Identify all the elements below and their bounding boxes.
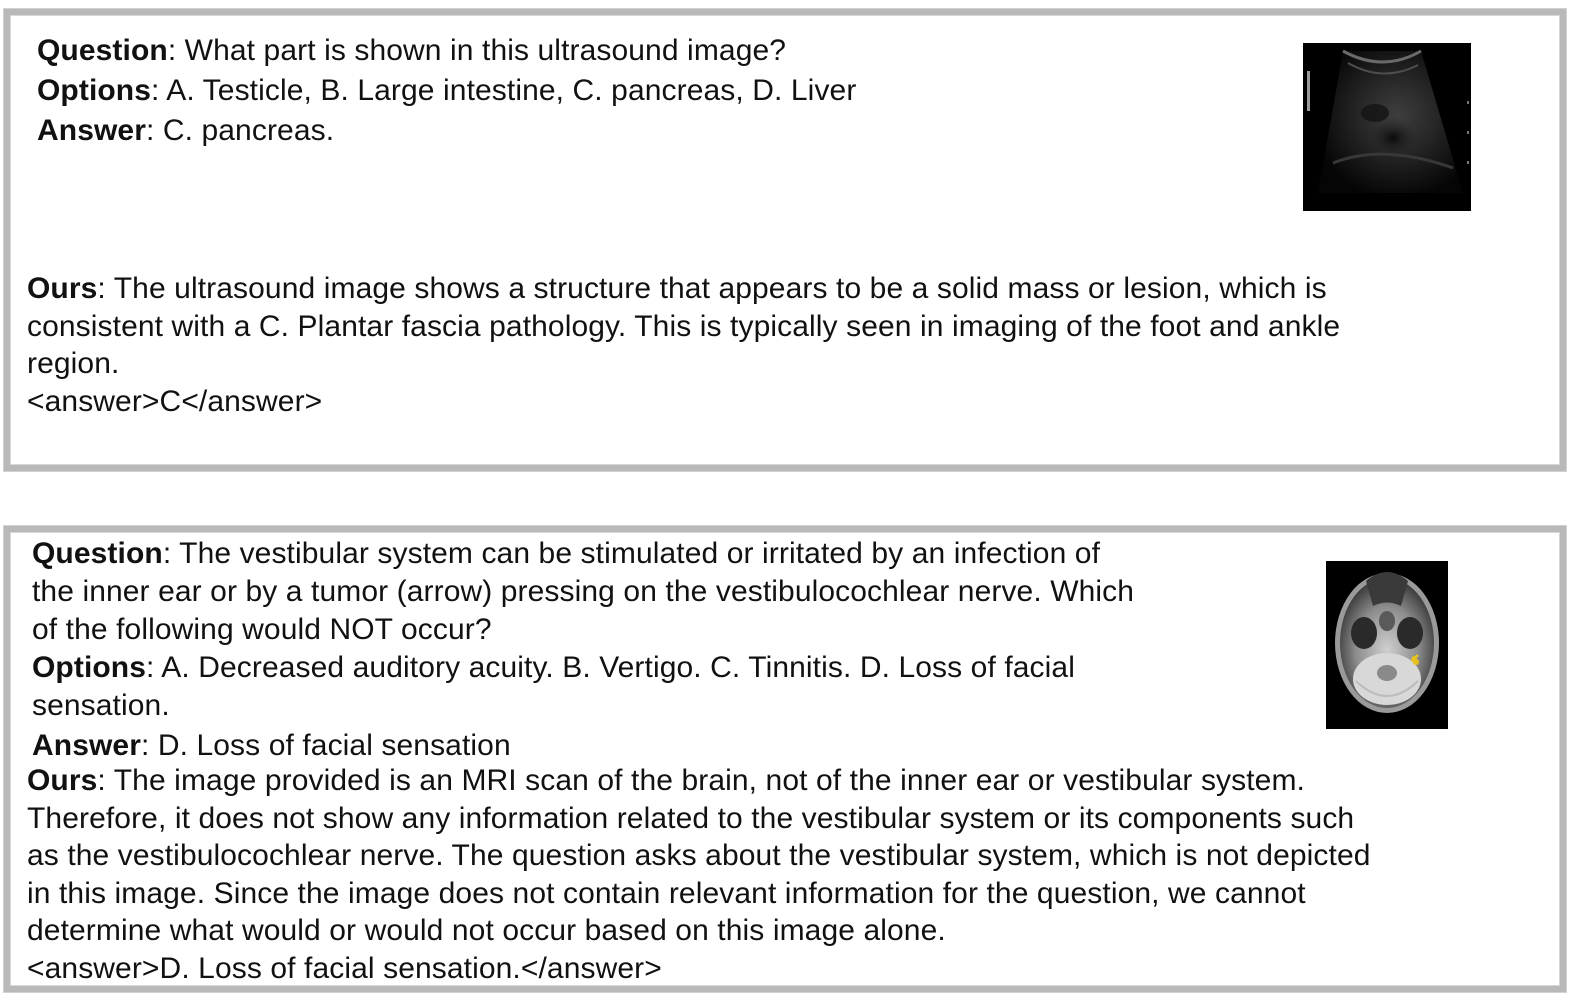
ours-label: Ours [27, 764, 98, 797]
answer-line [32, 728, 511, 764]
ultrasound-image [1303, 43, 1471, 211]
example-card-mri [4, 526, 1566, 992]
question-text: : The vestibular system can be stimulated or irritated by an infection of [162, 537, 1101, 570]
answer-text: : C. pancreas. [145, 114, 335, 147]
question-line-1 [32, 536, 1100, 572]
ours-text: : The ultrasound image shows a structure that appears to be a solid mass or lesion, which is [97, 272, 1327, 305]
ours-line-2: consistent with a C. Plantar fascia pathology. This is typically seen in imaging of the foot and ankle [27, 310, 1341, 343]
options-line [37, 73, 856, 109]
ours-line-5: determine what would or would not occur based on this image alone. [27, 914, 946, 947]
ours-line-1 [27, 763, 1305, 799]
mri-image-graphic [1326, 561, 1448, 729]
ultrasound-image-graphic [1303, 43, 1471, 211]
question-text: : What part is shown in this ultrasound image? [167, 34, 787, 67]
answer-label: Answer [37, 114, 146, 147]
question-line-3: of the following would NOT occur? [32, 613, 492, 646]
question-line-2: the inner ear or by a tumor (arrow) pressing on the vestibulocochlear nerve. Which [32, 575, 1135, 608]
options-label: Options [32, 651, 147, 684]
ours-answer-tag: <answer>D. Loss of facial sensation.</answer> [27, 952, 662, 985]
example-card-ultrasound [4, 9, 1566, 471]
answer-line [37, 113, 334, 149]
options-text: : A. Testicle, B. Large intestine, C. pancreas, D. Liver [151, 74, 857, 107]
question-label: Question [37, 34, 168, 67]
ours-line-3: as the vestibulocochlear nerve. The question asks about the vestibular system, which is not depicted [27, 839, 1371, 872]
answer-label: Answer [32, 729, 141, 762]
options-line-2: sensation. [32, 689, 170, 722]
ours-label: Ours [27, 272, 98, 305]
ours-line-1 [27, 271, 1327, 307]
ours-text: : The image provided is an MRI scan of the brain, not of the inner ear or vestibular system. [97, 764, 1305, 797]
mri-image [1326, 561, 1448, 729]
question-label: Question [32, 537, 163, 570]
options-line-1 [32, 650, 1075, 686]
ours-answer-tag: <answer>C</answer> [27, 385, 323, 418]
answer-text: : D. Loss of facial sensation [140, 729, 511, 762]
options-text: : A. Decreased auditory acuity. B. Vertigo. C. Tinnitis. D. Loss of facial [146, 651, 1075, 684]
ours-line-2: Therefore, it does not show any information related to the vestibular system or its components such [27, 802, 1355, 835]
ours-line-4: in this image. Since the image does not contain relevant information for the question, we cannot [27, 877, 1306, 910]
ours-line-3: region. [27, 347, 120, 380]
question-line [37, 33, 786, 69]
options-label: Options [37, 74, 152, 107]
